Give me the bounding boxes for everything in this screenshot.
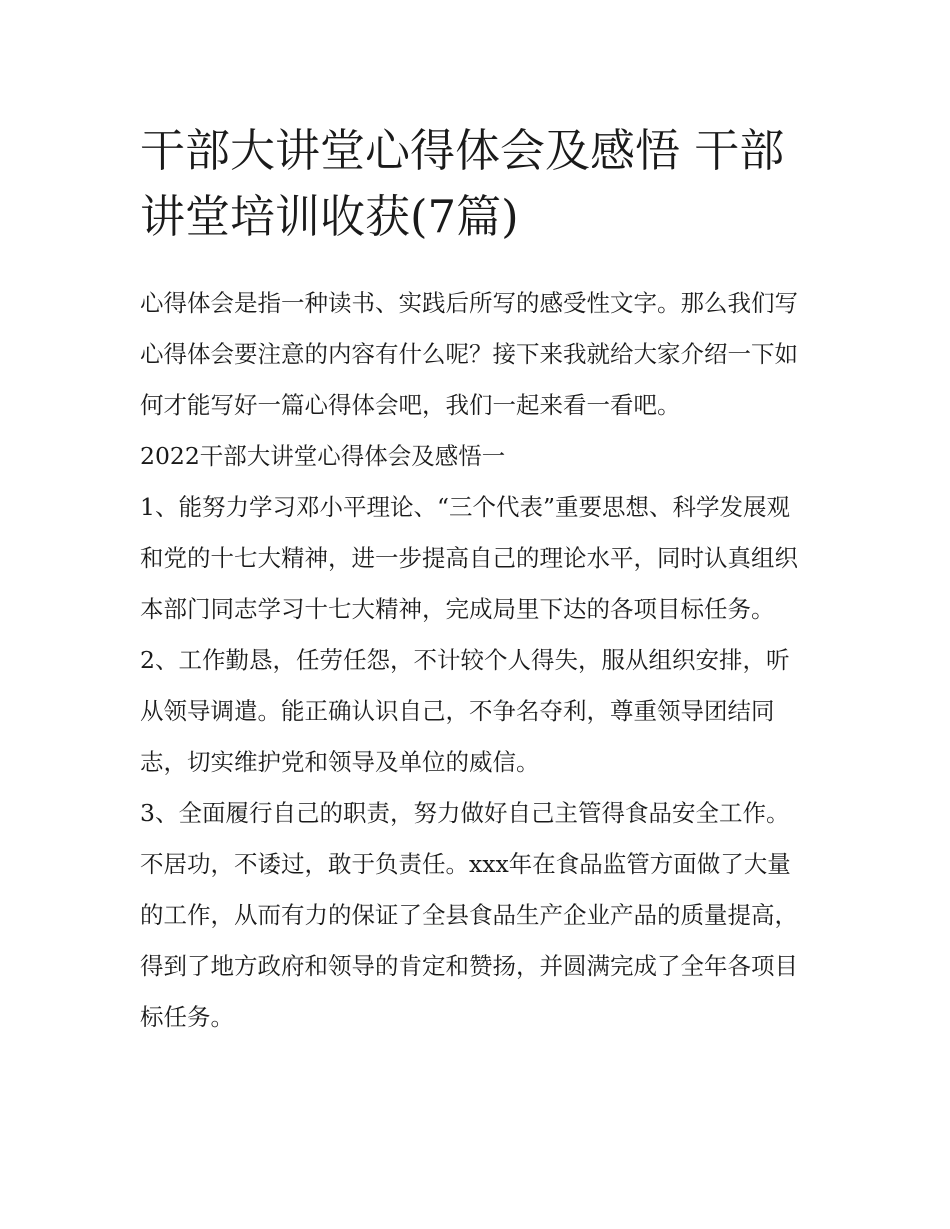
intro-paragraph: 心得体会是指一种读书、实践后所写的感受性文字。那么我们写心得体会要注意的内容有什么呢？接下来我就给大家介绍一下如何才能写好一篇心得体会吧，我们一起来看一看吧。 [140, 289, 798, 419]
document-body [140, 118, 812, 1043]
document-title: 干部大讲堂心得体会及感悟 干部讲堂培训收获(7篇) [140, 124, 785, 243]
list-item: 2、工作勤恳，任劳任怨，不计较个人得失，服从组织安排，听从领导调遣。能正确认识自己，不争名夺利，尊重领导团结同志，切实维护党和领导及单位的威信。 [140, 646, 790, 776]
section-heading: 2022干部大讲堂心得体会及感悟一 [140, 442, 506, 470]
list-item: 1、能努力学习邓小平理论、“三个代表”重要思想、科学发展观和党的十七大精神，进一步提高自己的理论水平，同时认真组织本部门同志学习十七大精神，完成局里下达的各项目标任务。 [140, 493, 798, 623]
list-item: 3、全面履行自己的职责，努力做好自己主管得食品安全工作。不居功，不诿过，敢于负责任。xxx年在食品监管方面做了大量的工作，从而有力的保证了全县食品生产企业产品的质量提高，得到了地方政府和领导的肯定和赞扬，并圆满完成了全年各项目标任务。 [140, 799, 798, 1031]
